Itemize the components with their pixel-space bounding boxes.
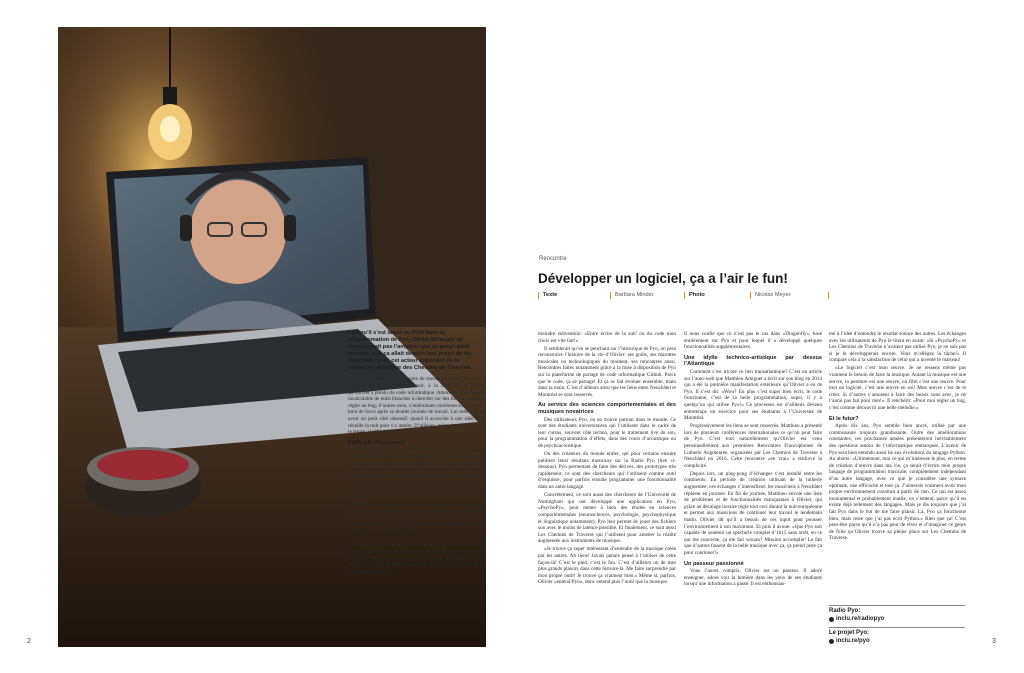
globe-icon bbox=[829, 639, 834, 644]
project-pyo-link[interactable] bbox=[829, 638, 870, 646]
paragraph: Après dix ans, Pyo semble bien ancré, utilisé par une communauté toujours grandissante. Outre des améliorations constantes, ces prochaines années présenteront inévitablement des questions autour de l’informatique embarquée. L’avenir de Pyo sera bien entendu aussi lié aux évolutions du langage Python. Au aborts: «Ultimement, moi ce qui m’intéresse le plus, en terme de création d’œuvre dans ma vie, ça serait d’écrire mon propre langage de programmation musicale, complètement indépendant d’un autre langage, avec ce que je considère une syntaxe optimale, une efficacité et tout ça. J’aimerais vraiment avoir mon propre environnement construit à partir de rien. Ce qui est assez monumental et probablement inutile, on s’entend, parce qu’il en existe déjà tellement des langages. Mais je dis toujours que j’ai fait Pyo dans le but de me faire plaisir. Là, Pyo ça fonctionne bien, mais reste que j’ai pas écrit Python.» Rien que ça! C’est peut-être parce qu’il n’a pas peur de rêver et d’imaginer ce genre de folie qu’Olivier trouve sa pleine place sur Les Chemins de Traverse. bbox=[829, 423, 966, 542]
project-pyo-label: Le projet Pyo: bbox=[829, 630, 870, 636]
paragraph: Des utilisateurs Pyo, on en trouve partout dans le monde. Ce sont des étudiants universitaires qui l’utilisent dans le cadre de leur cursus, souvent côté techno, pour le traitement live du son, pour la programmation d’effets, dans des cours d’acoustique ou de psychoacoustique. bbox=[538, 416, 676, 449]
article-credits bbox=[538, 292, 830, 301]
radio-pyo-link-block bbox=[829, 608, 884, 623]
article-headline: Développer un logiciel, ça a l’air le fun! bbox=[538, 271, 788, 286]
column-4 bbox=[829, 331, 966, 543]
radio-pyo-label: Radio Pyo: bbox=[829, 608, 861, 614]
credit-text-label: Texte bbox=[538, 292, 557, 299]
credit-text-author: Barbara Minder bbox=[610, 292, 654, 299]
paragraph: Sans être un control freak, Pyo c’est son bébé! Le code est cohérent, écrit d’une seule manière; ce sont ses décisions qui priment, pas besoin de convoquer un comité quand il a envie d’apporter une modification. C’est un projet indépendant autour duquel il n’a jamais formé de groupe de recherche et pour lequel il n’a jamais perçu la bbox=[348, 536, 486, 576]
paragraph: moindre subvention: «Entre écrire de la sub’ ou du code mon choix est vite fait!» bbox=[538, 331, 676, 344]
article-kicker: Rencontre bbox=[539, 256, 567, 262]
paragraph: Sous la direction de Jean Piché, compositeur électroacoustique, Olivier a programmé une application autour du son et du traitement du signal pour le projet OLPC, «One Laptop Per Child», un ordinateur par enfant, développé par le MIT. Une fois ce projet terminé, il restait des idées à concrétiser et une terrible envie de continuer cette voie: «Au début, j’ai juste mon tableau au moins cinq fois pour essayer une direction complètement nouvelle.» bbox=[348, 447, 486, 500]
credits-end-rule bbox=[828, 292, 829, 299]
subheading: Un passeur passionné bbox=[684, 560, 744, 567]
page-number-right: 3 bbox=[992, 638, 996, 645]
globe-icon bbox=[829, 617, 834, 622]
credit-photo-label: Photo bbox=[684, 292, 705, 299]
column-3 bbox=[684, 331, 822, 589]
paragraph: «Je trouve ça super intéressant d’entendre de la musique créée par les autres. Ah tiens! Javais jamais pensé à l’utiliser de cette façon-là! C’est le pied, c’est le fun. C’est d’ailleurs un de mes plus grands plaisirs dans cette histoire-là. Me faire surprendre par mon propre outil! Je trouve ça vraiment bien.» Même si, parfois, Olivier «entend Pyo», donc entend plus l’outil que la musique. bbox=[538, 546, 676, 586]
radio-pyo-link[interactable] bbox=[829, 616, 884, 624]
paragraph: «Le logiciel c’est mon œuvre. Je ne ressens même pas vraiment le besoin de faire la musique. Autant la musique est une œuvre, la peinture est une œuvre, un film c’est une œuvre. Pour moi un logiciel, c’est une œuvre en soi! Mon œuvre c’est de le créer. Si d’autres s’amusent à faire des beaux sons avec, je ne l’aurai pas fait pour rien!». Il renchérit: «Pour moi régler un bug, c’est comme découvrir une belle mélodie.» bbox=[829, 365, 966, 412]
column-1 bbox=[348, 330, 486, 577]
subheading: Paille oh, dites-vous? bbox=[348, 439, 406, 446]
paragraph: Vous l’aurez compris, Olivier est un passeur. Il adore enseigner, adore voir la lumière dans les yeux de ses étudiants lorsqu’une information a passé. Il est enthousias- bbox=[684, 568, 822, 588]
paragraph: Il nous confie que ce n’est pas le cas dans «Dragonfly», basé entièrement sur Pyo et pour lequel il a développé quelques fonctionnalités supplémentaires. bbox=[684, 331, 822, 351]
page-number-left: 2 bbox=[27, 638, 31, 645]
project-pyo-url: inclu.re/pyo bbox=[836, 637, 870, 644]
subheading: Et le futur? bbox=[829, 415, 859, 422]
radio-pyo-url: inclu.re/radiopyo bbox=[836, 615, 885, 622]
subheading: Au service des sciences comportementales et des musiques novatrices bbox=[538, 402, 676, 416]
links-divider bbox=[829, 605, 965, 606]
paragraph: Il semblerait qu’en se penchant sur l’historique de Pyo, on peut reconstruire l’histoire de la vie d’Olivier: ses goûts, ses marottes musicales ou technologiques du moment, ses rencontres aussi. Rencontres faites notamment grâce à la mise à disposition de Pyo sur la plateforme de partage de code informatique Github. Parce que le code, ça se partage! Et ça se fait évoluer ensemble, main dans la main. C’est d’ailleurs ainsi que les liens entre Neuchâtel et Montréal se sont resserrés. bbox=[538, 345, 676, 398]
paragraph: Depuis lors, un ping-pong d’échanges s’est installé entre les continents. En période de création utilisant de la lutherie augmentée, ces échanges s’intensifient: les musiciens à Neuchâtel répètent en journée. En fin de journée, Matthieu envoie une liste de problèmes et de fonctionnalités manquantes à Olivier, qui grâce au décalage horaire règle tout ceci durant la nuit européenne et permet aux musiciens de continuer leur travail le lendemain matin. Olivier dit qu’il a besoin de ces input pour pousser l’environnement à son maximum. Et puis il avoue: «Que Pyo soit capable de soutenir un spectacle complet d’1h15 sans arrêt, en ce qui me concerne, ça me fait wouaw! Mission accomplie! Le fait que d’autres fassent de la belle musique avec ça, ça prend juste ça pour continuer!» bbox=[684, 470, 822, 556]
column-2 bbox=[538, 331, 676, 587]
credit-photo-author: Nicolas Meyer bbox=[750, 292, 790, 299]
project-pyo-link-block bbox=[829, 630, 870, 645]
subheading: Une idylle technico-artistique par dessus l’Atlantique bbox=[684, 354, 822, 368]
paragraph: Concrètement, ce sont aussi des chercheurs de l’Université de Nottingham qui ont développé une application en Pyo, «PsychoPy», pour mener à bien des études en sciences comportementales (neurosciences, psychologie, psychophysique et linguistique notamment). Pyo leur permet de jouer des fichiers son avec le moins de latence possible. Et finalement, ce sont aussi Les Chemins de Traverse qui l’utilisent pour amener la réalité augmentée aux instruments de musique. bbox=[538, 492, 676, 545]
links-divider bbox=[829, 627, 965, 628]
paragraph: Ou des créateurs du monde entier, qui pour certains ensuite publient leurs résultats musicaux sur la Radio Pyo (lien ci-dessous). Pyo permettant de faire des dérivés, des prototypes très rapidement, ce sont des chercheurs qui l’utilisent comme outil d’esquisse, pour parfois ensuite programmer une fonctionnalité dans un autre langage. bbox=[538, 451, 676, 491]
paragraph: C’est par tâtonnements, en toute persévérance, qu’Olivier conçoit un module audio basé sur le langage de programmation généraliste Python. Dans les faits, il a modelé un jeu de blocs de construction: grâce à Pyo, chacun peut agencer ces «blocs informatiques» selon ses besoins. bbox=[348, 501, 486, 534]
article-lede: Lorsqu’il s’est lancé en 2010 dans la programmation de Pyo, Olivier Bélanger ne soupçonnait pas l’ampleur que ce projet allait prendre, que ça allait devenir son projet de vie. Rencontre avec cet acteur important de la démarche artistique des Chemins de Traverse. bbox=[348, 330, 473, 371]
paragraph: C’est en dehors de ses heures de travail de chargé de cours à l’Université de Montréal, le soir, à la table de sa cuisine qu’Olivier a pondu du code informatique. Amoncelant un nombre incalculable de nuits blanches à chercher sur des forums comment régler un bug; d’autres soirs, s’endormant carrément sur la table, à bout de force après sa double journée de travail. Lui-même avoue avoir un petit côté obsessif: quand il accroche à une idée, il se réveille la nuit pour s’y atteler. D’ailleurs, même lorsqu’il n’a pas le temps, il réfléchit quand même à Pyo! bbox=[348, 376, 486, 436]
paragraph: Comment s’est tricoté ce lien transatlantique? C’est un article sur l’auto-web que Matthieu Amiguet a écrit sur son blog en 2014 qui a été la première manifestation extérieure qu’Olivier a eu de Pyo. Il s’est dit: «Wow! En plus c’est super bien écrit, le code fonctionne, c’est de la belle programmation, super, il y a quelqu’un qui utilise Pyo!» Ce processus est d’ailleurs devenu entretemps un exercice pour ses étudiants à l’Université de Montréal. bbox=[684, 368, 822, 422]
paragraph: Progressivement les liens se sont resserrés. Matthieu a présenté lors de plusieurs conférences internationales ce qu’on peut faire de Pyo. C’est tout naturellement qu’Olivier est venu personnellement aux premières Rencontres Francophones de Lutherie Augmentée, organisées par Les Chemins de Traverse à Neuchâtel en 2016. Cette rencontre «en vrai» a renforcé la complicité. bbox=[684, 423, 822, 469]
paragraph: mé à l’idée d’entendre le résultat sonore des autres. Les échanges avec les utilisateurs de Pyo le tirent en avant: «Si «PsychoPy» et Les Chemins de Traverse n’avaient pas utilisé Pyo, je ne sais pas si je le développerais encore. Vous m’allégez la tâche!» Il compare cela à la satisfaction de celui qui a inventé le marteau! bbox=[829, 331, 966, 364]
